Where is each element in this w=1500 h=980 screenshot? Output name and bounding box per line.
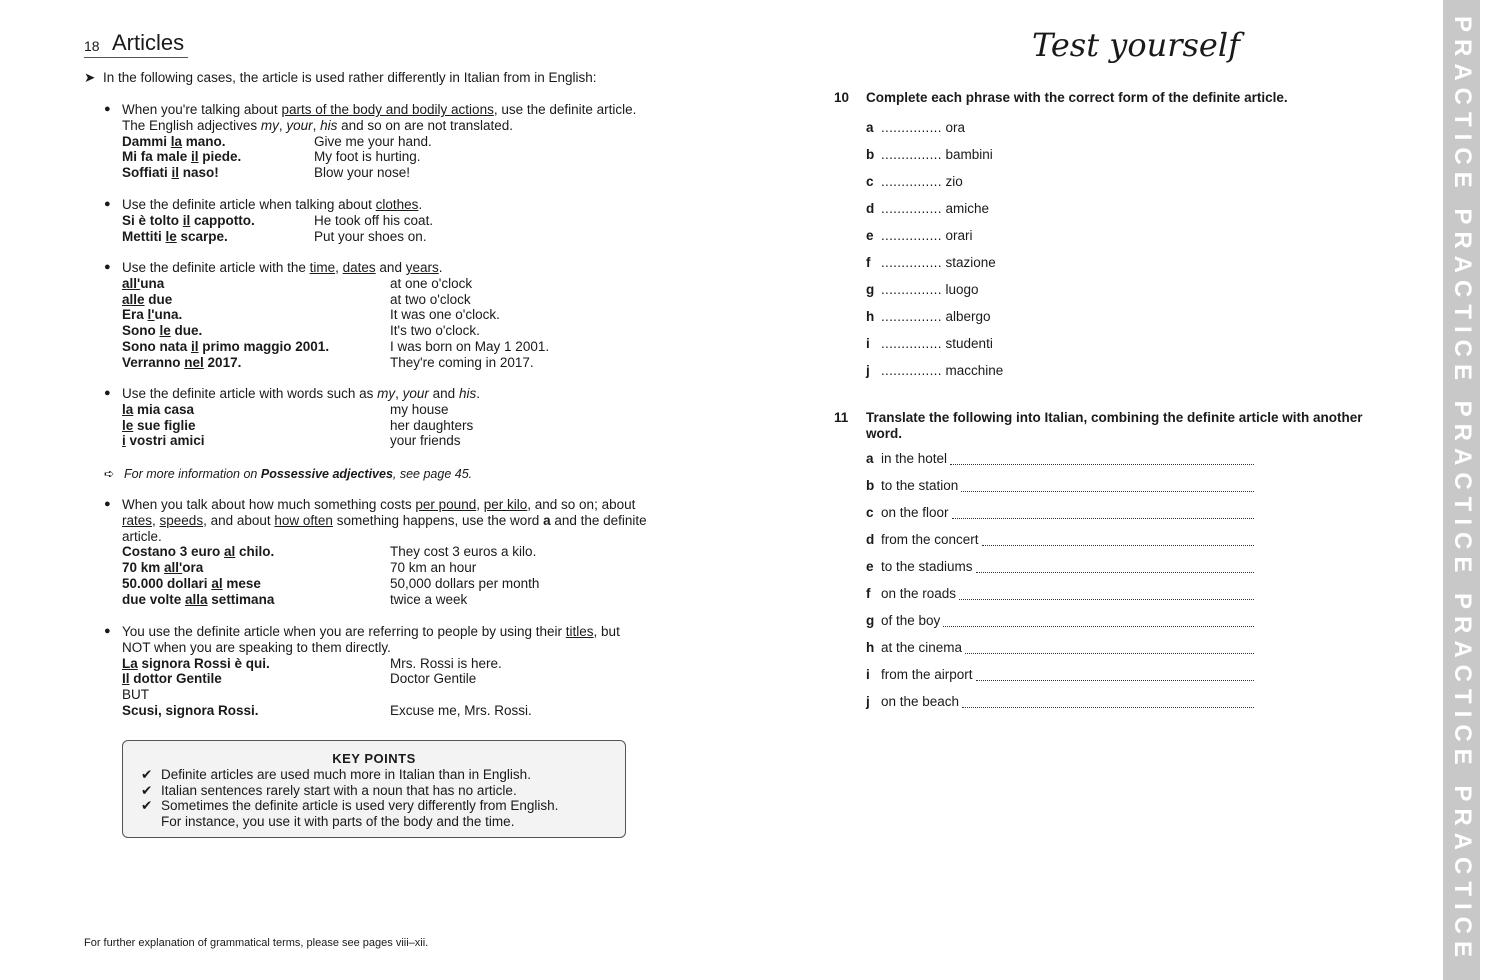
exercise-item xyxy=(866,168,1409,195)
note-text: For more information on xyxy=(124,467,261,481)
example-row xyxy=(122,323,549,339)
example-italian: due xyxy=(144,291,173,307)
exercise-instruction: Complete each phrase with the correct form of the definite article. xyxy=(866,90,1288,105)
rule-text: You use the definite article when you are referring to people by using their xyxy=(122,624,566,639)
example-article: il xyxy=(182,212,191,228)
item-letter: i xyxy=(866,667,870,682)
intro-line xyxy=(84,70,597,86)
example-english: My foot is hurting. xyxy=(314,149,421,165)
example-row xyxy=(122,671,620,687)
rule-italic: your xyxy=(286,117,313,133)
example-article: Il xyxy=(122,671,130,687)
example-italian: Si è tolto xyxy=(122,212,183,228)
rule-line xyxy=(122,260,549,276)
exercise-item xyxy=(866,580,1254,607)
example-row xyxy=(122,433,480,449)
example-english: Give me your hand. xyxy=(314,133,432,149)
item-letter: g xyxy=(866,613,875,628)
rule-text: and the definite xyxy=(550,512,647,528)
exercise-item xyxy=(866,249,1409,276)
answer-blank: ............... xyxy=(881,255,942,270)
example-article: il xyxy=(171,165,180,181)
key-point-text: For instance, you use it with parts of the body and the time. xyxy=(161,814,515,830)
example-english: your friends xyxy=(390,433,461,449)
rule-line: NOT when you are speaking to them directly. xyxy=(122,639,391,655)
bullet-icon: ● xyxy=(104,498,111,510)
example-italian: Costano 3 euro xyxy=(122,544,225,560)
item-letter: i xyxy=(866,336,870,351)
exercise-item xyxy=(866,499,1254,526)
example-row xyxy=(122,544,647,560)
example-row xyxy=(122,165,636,181)
exercise-instruction xyxy=(866,410,1409,442)
answer-blank: ............... xyxy=(881,174,942,189)
item-letter: f xyxy=(866,586,871,601)
exercise-item xyxy=(866,195,1409,222)
example-english: 50,000 dollars per month xyxy=(390,575,540,591)
example-italian: signora Rossi è qui. xyxy=(137,655,270,671)
answer-blank: ............... xyxy=(881,282,942,297)
exercise-item xyxy=(866,141,1409,168)
rule-text: Use the definite article with words such as xyxy=(122,386,378,401)
checkmark-icon: ✔ xyxy=(141,798,153,814)
item-text: on the beach xyxy=(881,694,960,709)
example-row xyxy=(122,307,549,323)
key-point-text: Sometimes the definite article is used very differently from English. xyxy=(161,798,559,814)
bullet-icon: ● xyxy=(104,198,111,210)
exercise-item xyxy=(866,607,1254,634)
key-point xyxy=(141,798,625,814)
answer-blank: ............... xyxy=(881,228,942,243)
example-english: at one o'clock xyxy=(390,275,473,291)
example-italian: 70 km xyxy=(122,560,165,576)
rule-line xyxy=(122,102,636,118)
example-italian: mese xyxy=(222,575,261,591)
exercise-item xyxy=(866,330,1409,357)
item-text: in the hotel xyxy=(881,451,948,466)
example-article: all' xyxy=(164,560,183,576)
rule-underlined: how often xyxy=(274,512,333,528)
answer-blank: ............... xyxy=(881,201,942,216)
answer-blank: ............... xyxy=(881,363,942,378)
rule-text: When you're talking about xyxy=(122,102,282,117)
example-row xyxy=(122,592,647,608)
item-letter: j xyxy=(866,363,870,378)
exercise-item xyxy=(866,357,1409,384)
example-italian: settimana xyxy=(207,591,275,607)
rule-line: article. xyxy=(122,528,162,544)
example-english: 70 km an hour xyxy=(390,560,477,576)
answer-line xyxy=(952,507,1254,519)
exercise-item xyxy=(866,688,1254,715)
example-english: It was one o'clock. xyxy=(390,307,500,323)
item-text: amiche xyxy=(945,201,990,216)
note-link-text: Possessive adjectives xyxy=(260,467,393,481)
example-english: Excuse me, Mrs. Rossi. xyxy=(390,702,532,718)
example-row xyxy=(122,213,433,229)
example-italian: due. xyxy=(170,323,203,339)
exercise-item xyxy=(866,276,1409,303)
example-article: le xyxy=(159,323,171,339)
example-italian: Sono xyxy=(122,323,160,339)
rule-underlined: per kilo xyxy=(483,497,528,512)
exercise-10 xyxy=(834,90,1409,384)
instruction-line: word. xyxy=(866,426,902,441)
example-italian: Dammi xyxy=(122,133,171,149)
cross-reference-note xyxy=(104,466,472,481)
key-point xyxy=(141,767,625,783)
item-text: stazione xyxy=(945,255,996,270)
example-row xyxy=(122,703,620,719)
key-point-continuation xyxy=(141,814,625,830)
item-letter: a xyxy=(866,451,874,466)
example-italian: una xyxy=(140,275,165,291)
item-letter: e xyxy=(866,228,874,243)
example-italian: vostri amici xyxy=(125,433,205,449)
example-article: l' xyxy=(147,307,155,323)
answer-blank: ............... xyxy=(881,309,942,324)
item-text: from the airport xyxy=(881,667,973,682)
rule-text: , xyxy=(312,117,321,133)
example-english: They're coming in 2017. xyxy=(390,354,534,370)
but-label: BUT xyxy=(122,687,149,703)
example-english: her daughters xyxy=(390,417,474,433)
item-text: luogo xyxy=(945,282,979,297)
rule-underlined: speeds xyxy=(159,512,204,528)
exercise-item xyxy=(866,445,1254,472)
item-text: ora xyxy=(945,120,966,135)
example-article: al xyxy=(211,575,223,591)
answer-line xyxy=(961,480,1254,492)
item-text: at the cinema xyxy=(881,640,963,655)
rule-text: , and so on; about xyxy=(527,497,636,512)
left-page xyxy=(0,0,720,980)
example-article: al xyxy=(224,544,236,560)
rule-text: and so on are not translated. xyxy=(337,117,514,133)
rule-text: , use the definite article. xyxy=(493,102,637,117)
rule-line xyxy=(122,386,480,402)
example-english: Doctor Gentile xyxy=(390,671,477,687)
example-article: il xyxy=(191,149,199,165)
rule-italic: my xyxy=(260,117,279,133)
example-italian: Mettiti xyxy=(122,228,166,244)
example-english: twice a week xyxy=(390,591,468,607)
rule-text: something happens, use the word xyxy=(332,512,544,528)
example-article: La xyxy=(122,655,138,671)
exercise-number: 11 xyxy=(834,410,849,425)
answer-line xyxy=(950,453,1254,465)
rule-text: , xyxy=(335,260,343,275)
example-english: my house xyxy=(390,401,449,417)
key-point-text: Italian sentences rarely start with a noun that has no article. xyxy=(161,782,517,798)
answer-line xyxy=(959,588,1254,600)
key-points-title: KEY POINTS xyxy=(332,751,416,766)
example-italian: naso! xyxy=(179,165,219,181)
example-english: at two o'clock xyxy=(390,291,471,307)
item-letter: d xyxy=(866,201,875,216)
rule-section-possessives xyxy=(104,386,480,449)
item-letter: e xyxy=(866,559,874,574)
title-underline xyxy=(84,57,188,58)
example-italian: Soffiati xyxy=(122,165,172,181)
instruction-line: Translate the following into Italian, combining the definite article with another xyxy=(866,410,1363,425)
bullet-icon: ● xyxy=(104,387,111,399)
footer-note: For further explanation of grammatical terms, please see pages viii–xii. xyxy=(84,937,429,949)
rule-bold: a xyxy=(543,512,551,528)
example-italian: Verranno xyxy=(122,354,185,370)
rule-line xyxy=(122,624,620,640)
rule-text: , xyxy=(476,497,484,512)
note-text: , see page 45. xyxy=(392,467,473,481)
answer-line xyxy=(976,669,1254,681)
rule-text: When you talk about how much something costs xyxy=(122,497,416,512)
example-italian: Scusi, signora Rossi. xyxy=(122,702,259,718)
example-english: Blow your nose! xyxy=(314,165,411,181)
item-letter: h xyxy=(866,309,875,324)
rule-italic: his xyxy=(320,117,338,133)
example-italian: 2017. xyxy=(203,354,242,370)
hand-pointer-icon: ➪ xyxy=(104,467,115,481)
item-text: orari xyxy=(945,228,973,243)
rule-text: , and about xyxy=(203,512,275,528)
bullet-icon: ● xyxy=(104,625,111,637)
key-points-box xyxy=(122,740,626,838)
example-article: le xyxy=(122,417,134,433)
example-row xyxy=(122,560,647,576)
item-text: to the stadiums xyxy=(881,559,973,574)
example-article: all' xyxy=(122,275,141,291)
rule-text: and xyxy=(375,260,406,275)
rule-text: , xyxy=(152,512,160,528)
example-row xyxy=(122,418,480,434)
example-article: nel xyxy=(184,354,204,370)
rule-text: and xyxy=(428,386,459,401)
checkmark-icon: ✔ xyxy=(141,782,153,798)
item-text: to the station xyxy=(881,478,959,493)
exercise-item xyxy=(866,634,1254,661)
example-article: la xyxy=(170,133,183,149)
rule-italic: his xyxy=(458,386,477,401)
exercise-item xyxy=(866,553,1254,580)
item-letter: b xyxy=(866,478,875,493)
exercise-number: 10 xyxy=(834,90,850,105)
rule-text: The English adjectives xyxy=(122,117,261,133)
example-italian: primo maggio 2001. xyxy=(198,338,330,354)
example-article: il xyxy=(191,338,199,354)
example-english: He took off his coat. xyxy=(314,212,434,228)
rule-underlined: years xyxy=(405,260,439,275)
example-english: Mrs. Rossi is here. xyxy=(390,655,502,671)
item-text: of the boy xyxy=(881,613,941,628)
example-italian: dottor Gentile xyxy=(129,671,222,687)
rule-italic: my xyxy=(377,386,396,401)
example-italian: Era xyxy=(122,307,148,323)
item-letter: d xyxy=(866,532,875,547)
answer-line xyxy=(962,696,1254,708)
item-letter: c xyxy=(866,174,874,189)
example-row xyxy=(122,402,480,418)
example-italian: cappotto. xyxy=(190,212,255,228)
example-row xyxy=(122,576,647,592)
arrow-icon: ➤ xyxy=(84,70,96,85)
example-english: It's two o'clock. xyxy=(390,323,480,339)
example-italian: mano. xyxy=(182,133,226,149)
answer-line xyxy=(943,615,1254,627)
example-row xyxy=(122,229,433,245)
practice-side-band xyxy=(1443,0,1480,980)
rule-text: . xyxy=(418,197,423,212)
example-italian: mia casa xyxy=(133,401,195,417)
example-italian: Mi fa male xyxy=(122,149,192,165)
rule-underlined: rates xyxy=(122,512,153,528)
answer-blank: ............... xyxy=(881,147,942,162)
rule-section-time xyxy=(104,260,549,371)
example-italian: 50.000 dollari xyxy=(122,575,212,591)
example-row xyxy=(122,276,549,292)
checkmark-icon: ✔ xyxy=(141,766,153,782)
rule-line xyxy=(122,497,647,513)
answer-line xyxy=(976,561,1254,573)
key-point-text: Definite articles are used much more in Italian than in English. xyxy=(161,766,531,782)
example-row xyxy=(122,134,636,150)
example-italian: una. xyxy=(154,307,183,323)
rule-text: , xyxy=(278,117,287,133)
rule-text: . xyxy=(438,260,443,275)
rule-line xyxy=(122,118,636,134)
item-text: macchine xyxy=(945,363,1004,378)
test-yourself-title: Test yourself xyxy=(1032,26,1240,64)
rule-underlined: titles xyxy=(565,624,594,639)
item-text: zio xyxy=(945,174,963,189)
example-italian: ora xyxy=(182,560,204,576)
rule-underlined: per pound xyxy=(415,497,477,512)
example-english: I was born on May 1 2001. xyxy=(390,338,550,354)
example-row xyxy=(122,149,636,165)
example-english: They cost 3 euros a kilo. xyxy=(390,544,537,560)
example-article: alla xyxy=(185,591,208,607)
example-article: la xyxy=(122,401,134,417)
item-text: on the floor xyxy=(881,505,949,520)
example-italian: sue figlie xyxy=(133,417,196,433)
item-letter: h xyxy=(866,640,875,655)
rule-section-titles xyxy=(104,624,620,719)
example-article: alle xyxy=(122,291,145,307)
bullet-icon: ● xyxy=(104,261,111,273)
example-italian: due volte xyxy=(122,591,186,607)
item-text: from the concert xyxy=(881,532,979,547)
exercise-item xyxy=(866,526,1254,553)
example-row xyxy=(122,656,620,672)
rule-text: , but xyxy=(593,624,620,639)
rule-text: Use the definite article with the xyxy=(122,260,310,275)
answer-line xyxy=(982,534,1254,546)
rule-text: , xyxy=(395,386,403,401)
item-letter: a xyxy=(866,120,874,135)
item-text: studenti xyxy=(945,336,993,351)
example-italian: Sono nata xyxy=(122,338,192,354)
item-letter: b xyxy=(866,147,875,162)
bullet-icon: ● xyxy=(104,103,111,115)
intro-text: In the following cases, the article is used rather differently in Italian from in English: xyxy=(103,70,597,85)
example-row xyxy=(122,292,549,308)
rule-underlined: clothes xyxy=(375,197,419,212)
exercise-item xyxy=(866,114,1409,141)
item-text: on the roads xyxy=(881,586,957,601)
item-letter: c xyxy=(866,505,874,520)
rule-italic: your xyxy=(402,386,429,401)
exercise-item xyxy=(866,222,1409,249)
example-row xyxy=(122,339,549,355)
item-letter: g xyxy=(866,282,875,297)
example-row xyxy=(122,355,549,371)
example-italian: piede. xyxy=(198,149,242,165)
example-english: Put your shoes on. xyxy=(314,228,427,244)
example-article: i xyxy=(122,433,126,449)
answer-blank: ............... xyxy=(881,120,942,135)
rule-section-clothes xyxy=(104,197,433,244)
item-letter: f xyxy=(866,255,871,270)
rule-section-rates xyxy=(104,497,647,608)
rule-underlined: dates xyxy=(342,260,376,275)
example-article: le xyxy=(165,228,177,244)
rule-line xyxy=(122,513,647,529)
item-letter: j xyxy=(866,694,870,709)
rule-text: . xyxy=(476,386,480,401)
page-title: Articles xyxy=(112,30,185,55)
exercise-item xyxy=(866,661,1254,688)
rule-section-body-parts xyxy=(104,102,636,181)
example-italian: chilo. xyxy=(235,544,275,560)
answer-line xyxy=(965,642,1254,654)
answer-blank: ............... xyxy=(881,336,942,351)
exercise-11 xyxy=(834,410,1409,715)
item-text: bambini xyxy=(945,147,993,162)
exercise-item xyxy=(866,472,1254,499)
exercise-item xyxy=(866,303,1409,330)
practice-band-text: PRACTICE PRACTICE PRACTICE PRACTICE PRACTICE xyxy=(1448,15,1476,965)
rule-line xyxy=(122,197,433,213)
key-point xyxy=(141,783,625,799)
rule-text: Use the definite article when talking about xyxy=(122,197,376,212)
rule-underlined: parts of the body and bodily actions xyxy=(281,102,494,117)
rule-underlined: time xyxy=(309,260,336,275)
page-number: 18 xyxy=(84,38,100,54)
example-italian: scarpe. xyxy=(176,228,228,244)
right-page xyxy=(720,0,1443,980)
item-text: albergo xyxy=(945,309,991,324)
